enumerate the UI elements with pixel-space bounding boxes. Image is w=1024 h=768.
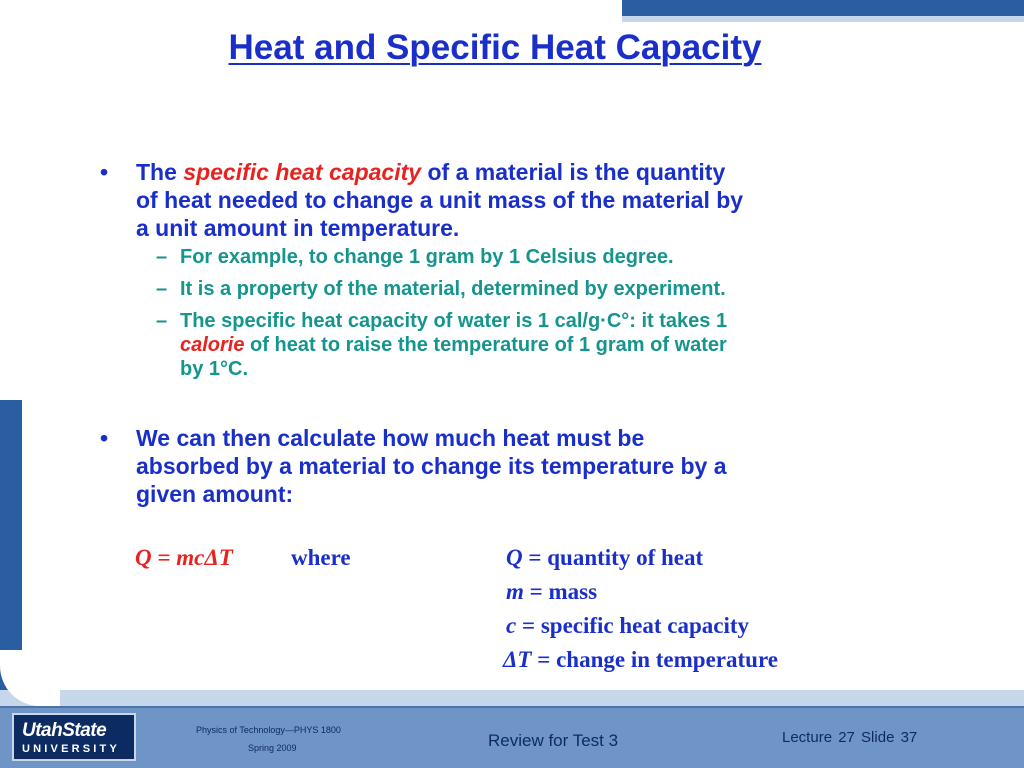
bullet-line3: a unit amount in temperature. [136,215,460,241]
term-calorie: calorie [180,334,245,356]
definition-mass [506,577,597,607]
definition-text: = specific heat capacity [516,613,750,638]
definition-text: = quantity of heat [522,545,704,570]
logo-text-line1: UtahState [22,720,107,741]
sub-item-line3: by 1°C. [180,358,249,380]
definition-symbol: c [506,613,517,638]
footer-review-title: Review for Test 3 [488,731,619,750]
footer-course: Physics of Technology—PHYS 1800 [196,725,341,735]
bullet-text [136,424,727,508]
bullet-text [136,158,743,242]
equation-where: where [291,545,351,570]
bullet-line2: absorbed by a material to change its temperature by a [136,453,727,479]
sub-item-text: It is a property of the material, determined by experiment. [180,278,726,300]
bottom-decor-band [0,690,1024,706]
bullet-line1: We can then calculate how much heat must be [136,425,645,451]
logo-text-line2: UNIVERSITY [22,743,121,755]
slide-title: Heat and Specific Heat Capacity [228,28,762,67]
footer-slide-number: Lecture 27 Slide 37 [782,729,918,746]
bullet-line1-rest: of a material is the quantity [421,159,726,185]
bullet-icon: • [100,425,109,451]
bullet-line2: of heat needed to change a unit mass of the material by [136,187,744,213]
dash-icon: – [156,278,168,300]
sub-item-line2-rest: of heat to raise the temperature of 1 gram of water [244,334,727,356]
bullet-icon: • [100,159,109,185]
top-decor-bar [622,0,1024,16]
dash-icon: – [156,310,168,332]
footer-term: Spring 2009 [248,743,297,753]
definition-text: = change in temperature [531,647,778,672]
sub-item-text [180,309,900,381]
footer-divider [0,706,1024,708]
definition-text: = mass [523,579,598,604]
term-specific-heat-capacity: specific heat capacity [183,159,422,185]
dash-icon: – [156,246,168,268]
equation-formula: Q = mcΔT [135,545,233,570]
definition-specific-heat-capacity [506,611,749,641]
top-decor-bar-light [622,16,1024,22]
sub-item-text: For example, to change 1 gram by 1 Celsius degree. [180,246,674,268]
definition-quantity-of-heat [506,543,703,573]
bullet-prefix: The [136,159,184,185]
university-logo [12,713,136,761]
sub-item-line2 [180,333,900,357]
definition-symbol: ΔT [503,647,532,672]
definition-change-in-temperature [503,645,778,675]
bullet-line3: given amount: [136,481,294,507]
bullet-line [136,158,743,186]
sub-item-line1: The specific heat capacity of water is 1 cal/g·C°: it takes 1 [180,310,728,332]
definition-symbol: m [506,579,524,604]
definition-symbol: Q [506,545,523,570]
